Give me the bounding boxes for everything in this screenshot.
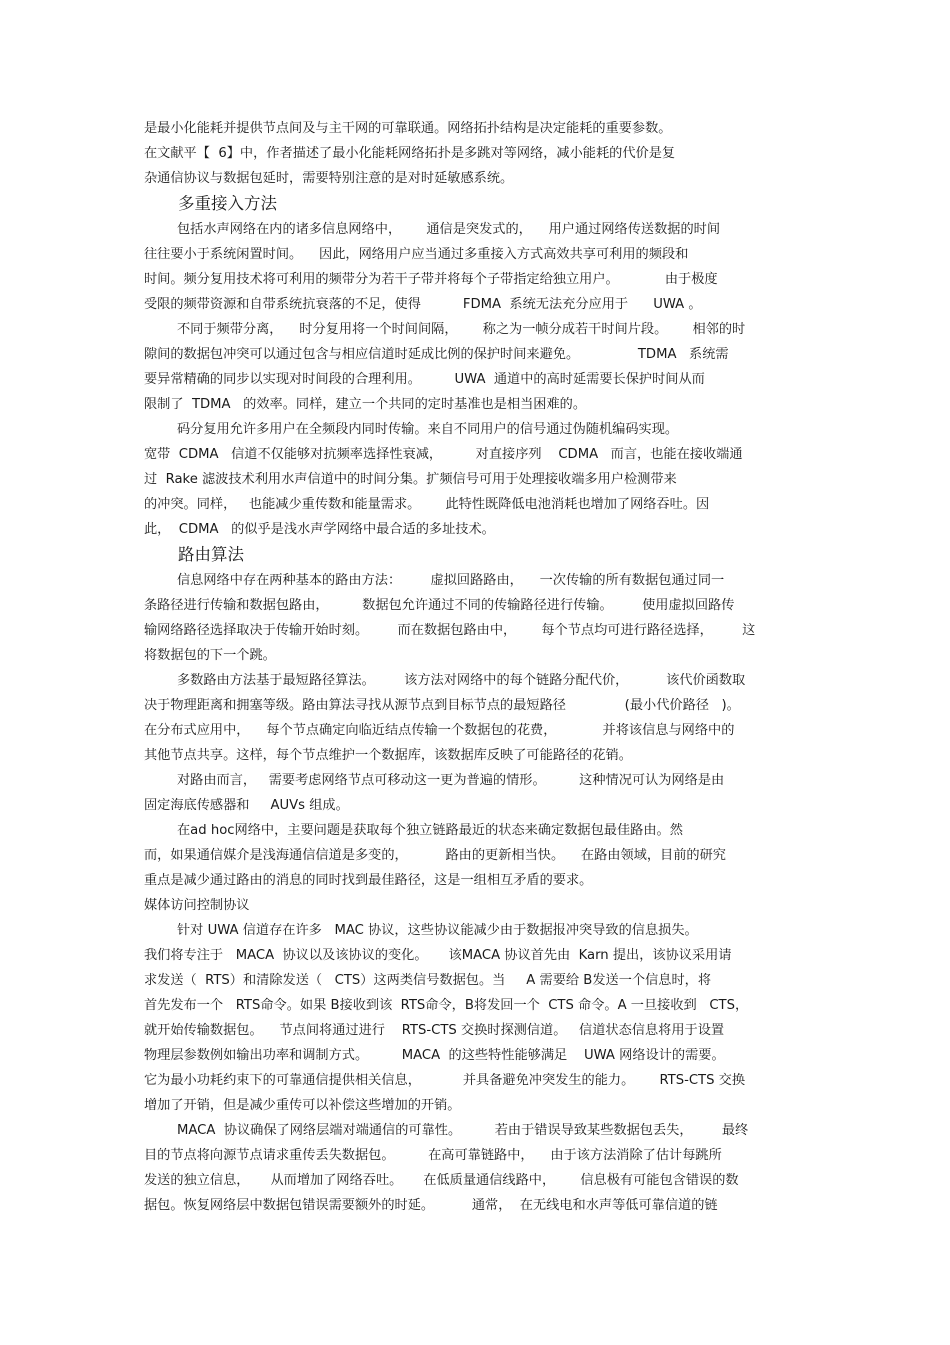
paragraph (144, 568, 808, 668)
section-heading-multiple-access: 多重接入方法 (178, 194, 277, 213)
text-line: 针对 UWA 信道存在许多 MAC 协议，这些协议能减少由于数据报冲突导致的信息损失。 (177, 923, 698, 938)
text-line: 往往要小于系统闲置时间。 因此，网络用户应当通过多重接入方式高效共享可利用的频段和 (144, 247, 689, 262)
paragraph (144, 1118, 808, 1218)
text-line: 发送的独立信息， 从而增加了网络吞吐。 在低质量通信线路中， 信息极有可能包含错误的数 (144, 1173, 739, 1188)
text-line: 在ad hoc网络中，主要问题是获取每个独立链路最近的状态来确定数据包最佳路由。然 (177, 823, 683, 838)
section-heading-routing: 路由算法 (178, 545, 244, 564)
text-line: 输网络路径选择取决于传输开始时刻。 而在数据包路由中， 每个节点均可进行路径选择， 这 (144, 623, 756, 638)
text-line: 信息网络中存在两种基本的路由方法： 虚拟回路路由， 一次传输的所有数据包通过同一 (177, 573, 725, 588)
text-line: 在分布式应用中， 每个节点确定向临近结点传输一个数据包的花费， 并将该信息与网络中的 (144, 723, 735, 738)
text-line: 条路径进行传输和数据包路由， 数据包允许通过不同的传输路径进行传输。 使用虚拟回路传 (144, 598, 735, 613)
text-line: 受限的频带资源和自带系统抗衰落的不足，使得 FDMA 系统无法充分应用于 UWA 。 (144, 297, 702, 312)
text-line: 将数据包的下一个跳。 (144, 648, 276, 663)
text-line: 而，如果通信媒介是浅海通信信道是多变的， 路由的更新相当快。 在路由领域，目前的研究 (144, 848, 726, 863)
text-line: 其他节点共享。这样，每个节点维护一个数据库，该数据库反映了可能路径的花销。 (144, 748, 632, 763)
text-line: 它为最小功耗约束下的可靠通信提供相关信息， 并具备避免冲突发生的能力。 RTS-CTS 交换 (144, 1073, 746, 1088)
section-heading-mac-protocol: 媒体访问控制协议 (144, 898, 250, 913)
text-line: 宽带 CDMA 信道不仅能够对抗频率选择性衰减， 对直接序列 CDMA 而言，也能在接收端通 (144, 447, 743, 462)
text-line: 的冲突。同样， 也能减少重传数和能量需求。 此特性既降低电池消耗也增加了网络吞吐。因 (144, 497, 710, 512)
text-line: 对路由而言， 需要考虑网络节点可移动这一更为普遍的情形。 这种情况可认为网络是由 (177, 773, 725, 788)
text-line: 是最小化能耗并提供节点间及与主干网的可靠联通。网络拓扑结构是决定能耗的重要参数。 (144, 121, 672, 136)
text-line: 码分复用允许多用户在全频段内同时传输。来自不同用户的信号通过伪随机编码实现。 (177, 422, 679, 437)
text-line: 就开始传输数据包。 节点间将通过进行 RTS-CTS 交换时探测信道。 信道状态信息将用于设置 (144, 1023, 725, 1038)
paragraph (144, 668, 808, 768)
text-line: 此， CDMA 的似乎是浅水声学网络中最合适的多址技术。 (144, 522, 495, 537)
text-line: MACA 协议确保了网络层端对端通信的可靠性。 若由于错误导致某些数据包丢失， 最终 (177, 1123, 749, 1138)
document-body (144, 116, 808, 1218)
text-line: 重点是减少通过路由的消息的同时找到最佳路径，这是一组相互矛盾的要求。 (144, 873, 593, 888)
text-line: 要异常精确的同步以实现对时间段的合理利用。 UWA 通道中的高时延需要长保护时间从而 (144, 372, 705, 387)
paragraph (144, 818, 808, 893)
text-line: 不同于频带分离， 时分复用将一个时间间隔， 称之为一帧分成若干时间片段。 相邻的时 (177, 322, 746, 337)
text-line: 隙间的数据包冲突可以通过包含与相应信道时延成比例的保护时间来避免。 TDMA 系统需 (144, 347, 729, 362)
text-line: 求发送（ RTS）和清除发送（ CTS）这两类信号数据包。当 A 需要给 B发送一个信息时，将 (144, 973, 712, 988)
paragraph (144, 768, 808, 818)
text-line: 我们将专注于 MACA 协议以及该协议的变化。 该MACA 协议首先由 Karn 提出，该协议采用请 (144, 948, 732, 963)
text-line: 包括水声网络在内的诸多信息网络中， 通信是突发式的， 用户通过网络传送数据的时间 (177, 222, 721, 237)
text-line: 过 Rake 滤波技术利用水声信道中的时间分集。扩频信号可用于处理接收端多用户检测带来 (144, 472, 677, 487)
text-line: 决于物理距离和拥塞等级。路由算法寻找从源节点到目标节点的最短路径 (最小代价路径 )。 (144, 698, 740, 713)
intro-paragraph (144, 116, 808, 191)
text-line: 固定海底传感器和 AUVs 组成。 (144, 798, 349, 813)
paragraph (144, 417, 808, 542)
paragraph (144, 217, 808, 317)
text-line: 物理层参数例如输出功率和调制方式。 MACA 的这些特性能够满足 UWA 网络设计的需要。 (144, 1048, 725, 1063)
text-line: 多数路由方法基于最短路径算法。 该方法对网络中的每个链路分配代价， 该代价函数取 (177, 673, 746, 688)
paragraph (144, 918, 808, 1118)
text-line: 限制了 TDMA 的效率。同样，建立一个共同的定时基准也是相当困难的。 (144, 397, 587, 412)
text-line: 增加了开销，但是减少重传可以补偿这些增加的开销。 (144, 1098, 461, 1113)
text-line: 目的节点将向源节点请求重传丢失数据包。 在高可靠链路中， 由于该方法消除了估计每跳所 (144, 1148, 722, 1163)
text-line: 首先发布一个 RTS命令。如果 B接收到该 RTS命令，B将发回一个 CTS 命令。A 一旦接收到 CTS， (144, 998, 749, 1013)
text-line: 据包。恢复网络层中数据包错误需要额外的时延。 通常， 在无线电和水声等低可靠信道的链 (144, 1198, 718, 1213)
text-line: 在文献平【 6】中，作者描述了最小化能耗网络拓扑是多跳对等网络，减小能耗的代价是复 (144, 146, 676, 161)
paragraph (144, 317, 808, 417)
text-line: 杂通信协议与数据包延时，需要特别注意的是对时延敏感系统。 (144, 171, 514, 186)
text-line: 时间。频分复用技术将可利用的频带分为若干子带并将每个子带指定给独立用户。 由于极度 (144, 272, 718, 287)
